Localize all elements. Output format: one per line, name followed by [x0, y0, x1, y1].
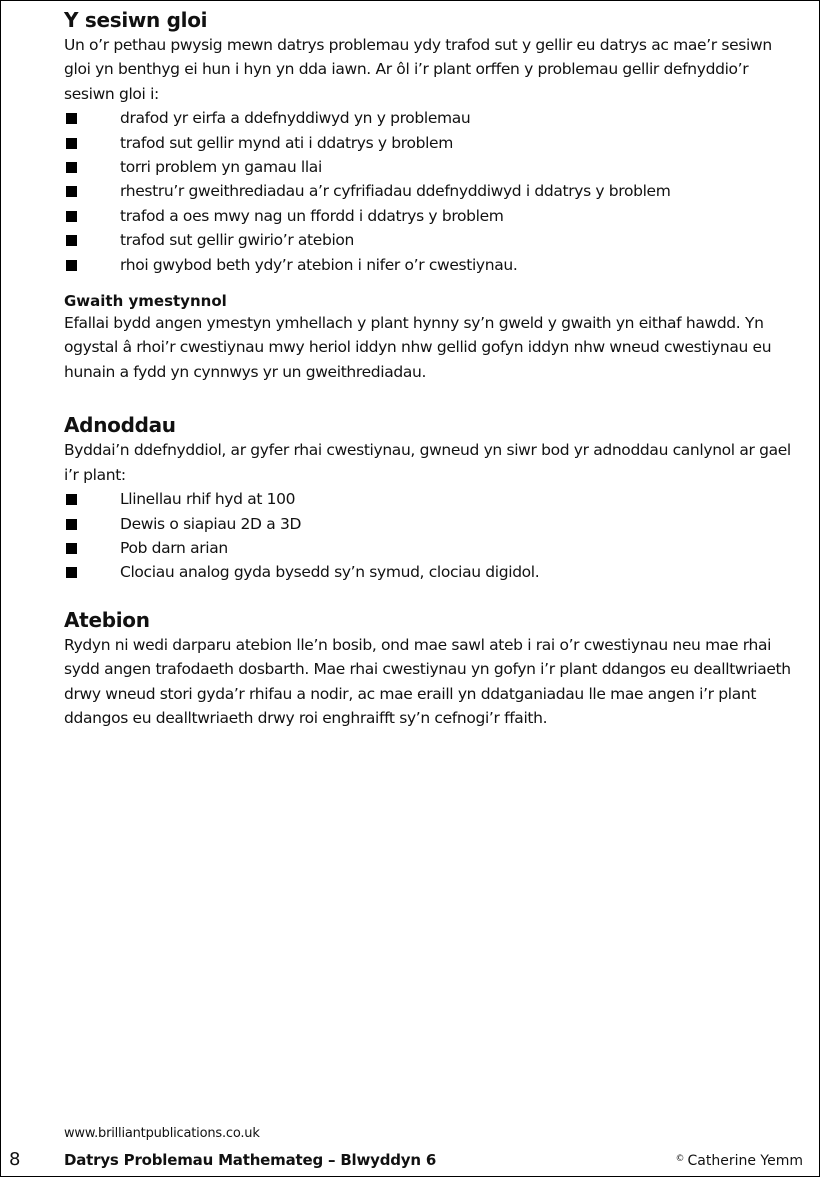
copyright [676, 1153, 804, 1169]
paragraph-adnoddau-intro: Byddai’n ddefnyddiol, ar gyfer rhai cwestiynau, gwneud yn siwr bod yr adnoddau canlynol ar gael i’r plant: [64, 441, 791, 484]
square-bullet-icon [66, 138, 77, 149]
list-adnoddau [64, 487, 799, 585]
footer-url[interactable]: www.brilliantpublications.co.uk [64, 1126, 260, 1141]
heading-adnoddau: Adnoddau [64, 413, 176, 438]
list-item: Dewis o siapiau 2D a 3D [64, 512, 799, 536]
page-number: 8 [9, 1149, 21, 1170]
heading-atebion: Atebion [64, 607, 150, 632]
square-bullet-icon [66, 113, 77, 124]
copyright-icon: © [675, 1154, 685, 1164]
heading-sesiwn-gloi: Y sesiwn gloi [64, 8, 208, 32]
list-item: trafod sut gellir mynd ati i ddatrys y broblem [64, 131, 799, 155]
square-bullet-icon [66, 543, 77, 554]
subheading-gwaith-ymestynnol: Gwaith ymestynnol [64, 292, 227, 311]
paragraph-gwaith-ymestynnol: Efallai bydd angen ymestyn ymhellach y plant hynny sy’n gweld y gwaith yn eithaf hawdd. Yn ogystal â rhoi’r cwestiynau mwy heriol iddyn nhw gellid gofyn iddyn nhw wneud cwestiynau eu hunain a fydd yn cynnwys yr un gweithrediadau. [64, 314, 772, 381]
main-content [64, 7, 799, 730]
copyright-holder: Catherine Yemm [687, 1153, 803, 1169]
square-bullet-icon [66, 494, 77, 505]
list-item: torri problem yn gamau llai [64, 155, 799, 179]
square-bullet-icon [66, 211, 77, 222]
list-item: drafod yr eirfa a ddefnyddiwyd yn y problemau [64, 106, 799, 130]
list-item: Pob darn arian [64, 536, 799, 560]
list-item: trafod sut gellir gwirio’r atebion [64, 228, 799, 252]
paragraph-atebion: Rydyn ni wedi darparu atebion lle’n bosib, ond mae sawl ateb i rai o’r cwestiynau neu mae rhai sydd angen trafodaeth dosbarth. Mae rhai cwestiynau yn gofyn i’r plant ddangos eu dealltwriaeth drwy wneud stori gyda’r rhifau a nodir, ac mae eraill yn ddatganiadau lle mae angen i’r plant ddangos eu dealltwriaeth drwy roi enghraifft sy’n cefnogi’r ffaith. [64, 635, 791, 727]
list-item: rhoi gwybod beth ydy’r atebion i nifer o’r cwestiynau. [64, 253, 799, 277]
list-item: Llinellau rhif hyd at 100 [64, 487, 799, 511]
list-item: Clociau analog gyda bysedd sy’n symud, clociau digidol. [64, 560, 799, 584]
square-bullet-icon [66, 260, 77, 271]
square-bullet-icon [66, 186, 77, 197]
list-item: rhestru’r gweithrediadau a’r cyfrifiadau ddefnyddiwyd i ddatrys y broblem [64, 179, 799, 203]
square-bullet-icon [66, 567, 77, 578]
square-bullet-icon [66, 519, 77, 530]
list-sesiwn [64, 106, 799, 277]
list-item: trafod a oes mwy nag un ffordd i ddatrys y broblem [64, 204, 799, 228]
paragraph-sesiwn-intro: Un o’r pethau pwysig mewn datrys problemau ydy trafod sut y gellir eu datrys ac mae’r sesiwn gloi yn benthyg ei hun i hyn yn dda iawn. Ar ôl i’r plant orffen y problemau gellir defnyddio’r sesiwn gloi i: [64, 36, 772, 103]
square-bullet-icon [66, 235, 77, 246]
square-bullet-icon [66, 162, 77, 173]
footer-title: Datrys Problemau Mathemateg – Blwyddyn 6 [64, 1151, 437, 1169]
